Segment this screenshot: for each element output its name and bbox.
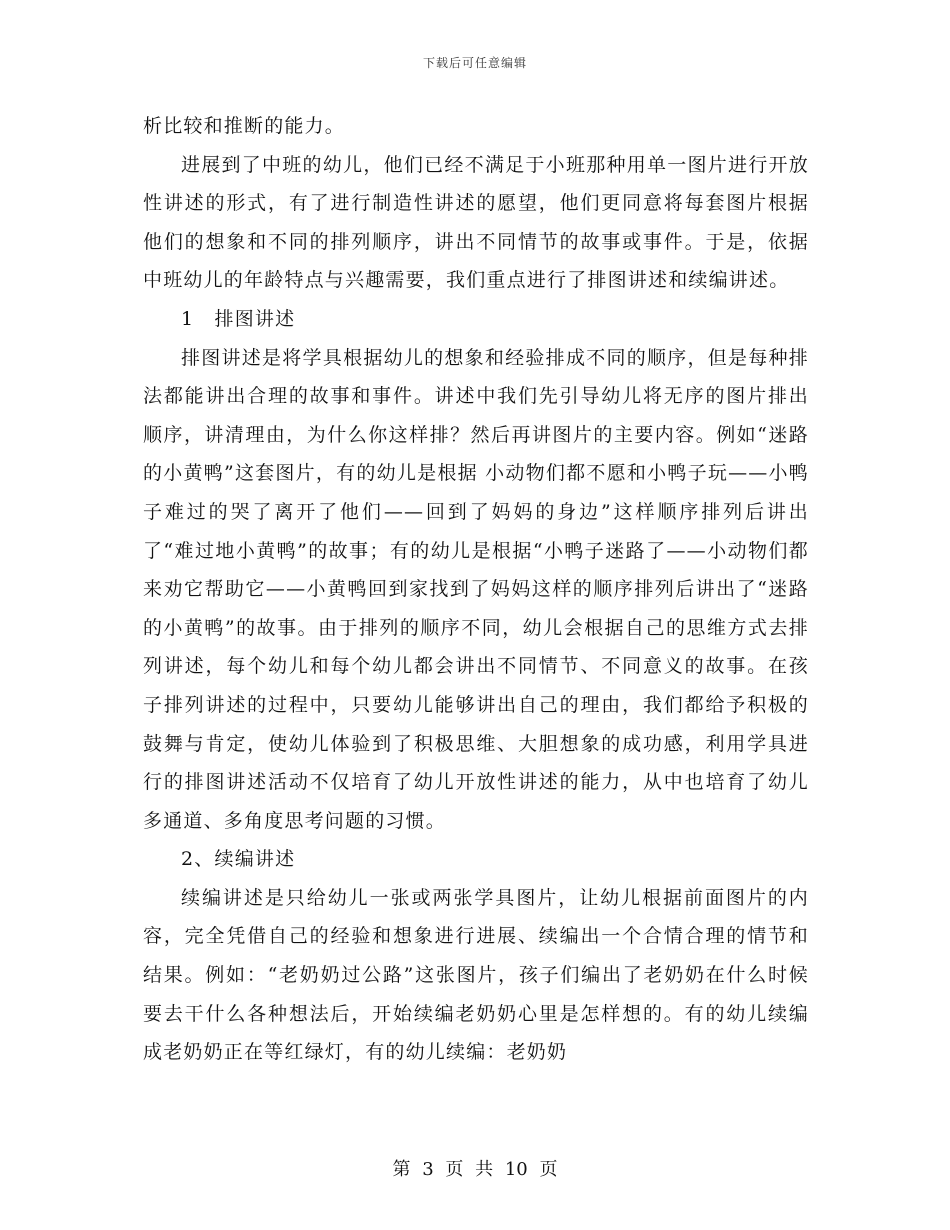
section-heading: 1 排图讲述 [181, 307, 296, 330]
page-footer: 第 3 页 共 10 页 [392, 1159, 558, 1180]
document-body [143, 107, 809, 1072]
page-header: 下载后可任意编辑 [422, 56, 527, 70]
paragraph: 排图讲述是将学具根据幼儿的想象和经验排成不同的顺序，但是每种排法都能讲出合理的故事和事件。讲述中我们先引导幼儿将无序的图片排出顺序，讲清理由，为什么你这样排？然后再讲图片的主要内容。例如“迷路的小黄鸭”这套图片，有的幼儿是根据 小动物们都不愿和小鸭子玩——小鸭子难过的哭了离开了他们——回到了妈妈的身边”这样顺序排列后讲出了“难过地小黄鸭”的故事；有的幼儿是根据“小鸭子迷路了——小动物们都来劝它帮助它——小黄鸭回到家找到了妈妈这样的顺序排列后讲出了“迷路的小黄鸭”的故事。由于排列的顺序不同，幼儿会根据自己的思维方式去排列讲述，每个幼儿和每个幼儿都会讲出不同情节、不同意义的故事。在孩子排列讲述的过程中，只要幼儿能够讲出自己的理由，我们都给予积极的鼓舞与肯定，使幼儿体验到了积极思维、大胆想象的成功感，利用学具进行的排图讲述活动不仅培育了幼儿开放性讲述的能力，从中也培育了幼儿多通道、多角度思考问题的习惯。 [143, 346, 809, 832]
paragraph: 析比较和推断的能力。 [143, 115, 346, 137]
paragraph: 进展到了中班的幼儿，他们已经不满足于小班那种用单一图片进行开放性讲述的形式，有了进行制造性讲述的愿望，他们更同意将每套图片根据他们的想象和不同的排列顺序，讲出不同情节的故事或事件。于是，依据中班幼儿的年龄特点与兴趣需要，我们重点进行了排图讲述和续编讲述。 [143, 153, 809, 292]
paragraph: 续编讲述是只给幼儿一张或两张学具图片，让幼儿根据前面图片的内容，完全凭借自己的经验和想象进行进展、续编出一个合情合理的情节和结果。例如：“老奶奶过公路”这张图片，孩子们编出了老奶奶在什么时候要去干什么各种想法后，开始续编老奶奶心里是怎样想的。有的幼儿续编成老奶奶正在等红绿灯，有的幼儿续编：老奶奶 [143, 886, 809, 1064]
section-heading: 2、续编讲述 [181, 848, 296, 871]
